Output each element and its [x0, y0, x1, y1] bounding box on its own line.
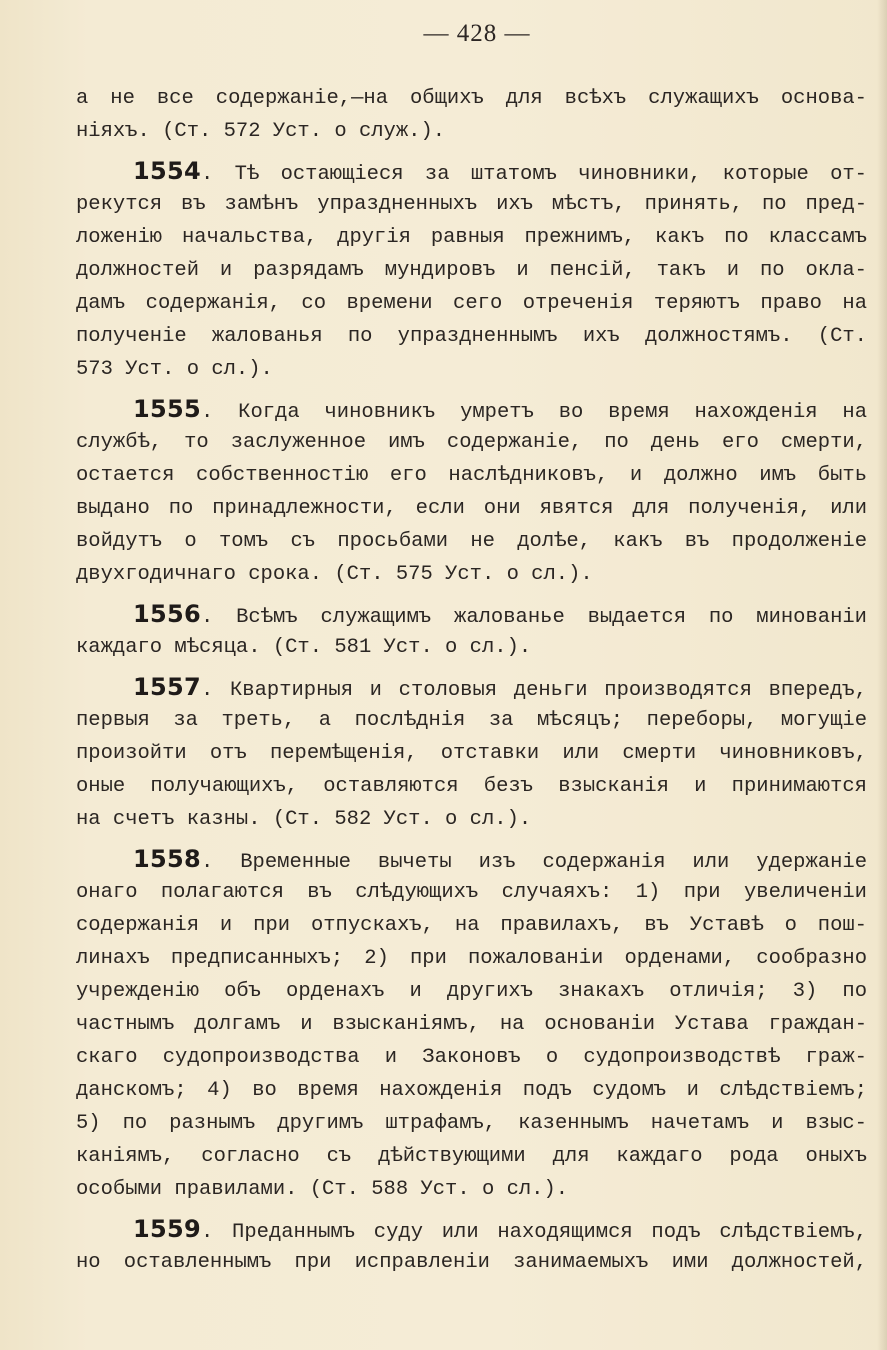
text-line — [76, 155, 867, 188]
text-line: полученіе жалованья по упраздненнымъ ихъ должностямъ. (Ст. — [76, 325, 867, 348]
article-1554 — [76, 155, 867, 386]
page-number: — 428 — — [423, 20, 531, 47]
text-span: . Квартирныя и столовыя деньги производятся впередъ, — [201, 679, 867, 702]
text-line — [76, 598, 867, 631]
text-line: выдано по принадлежности, если они явятся для полученія, или — [76, 497, 867, 520]
article-number: 1554 — [133, 157, 201, 185]
text-line: войдутъ о томъ съ просьбами не долѣе, какъ въ продолженіе — [76, 530, 867, 553]
text-line: каждаго мѣсяца. (Ст. 581 Уст. о сл.). — [76, 636, 532, 659]
article-1556 — [76, 598, 867, 664]
article-1557 — [76, 671, 867, 836]
text-line: особыми правилами. (Ст. 588 Уст. о сл.). — [76, 1178, 569, 1201]
text-line: онаго полагаются въ слѣдующихъ случаяхъ: 1) при увеличеніи — [76, 881, 867, 904]
article-1558 — [76, 843, 867, 1206]
text-line — [76, 393, 867, 426]
paragraph-continuation — [76, 82, 867, 148]
article-number: 1555 — [133, 395, 201, 423]
text-line: должностей и разрядамъ мундировъ и пенсій, такъ и по окла- — [76, 259, 867, 282]
text-span: . Преданнымъ суду или находящимся подъ слѣдствіемъ, — [201, 1221, 867, 1244]
article-1559 — [76, 1213, 867, 1279]
text-line: оные получающихъ, оставляются безъ взысканія и принимаются — [76, 775, 867, 798]
text-line: дамъ содержанія, со времени сего отреченія теряютъ право на — [76, 292, 867, 315]
text-line: 5) по разнымъ другимъ штрафамъ, казеннымъ начетамъ и взыс- — [76, 1112, 867, 1135]
text-line — [76, 671, 867, 704]
text-line: линахъ предписанныхъ; 2) при пожалованіи орденами, сообразно — [76, 947, 867, 970]
text-line: ложенію начальства, другія равныя прежнимъ, какъ по классамъ — [76, 226, 867, 249]
text-line: ніяхъ. (Ст. 572 Уст. о служ.). — [76, 120, 446, 143]
text-line: двухгодичнаго срока. (Ст. 575 Уст. о сл.). — [76, 563, 593, 586]
text-line: рекутся въ замѣнъ упраздненныхъ ихъ мѣстъ, принять, по пред- — [76, 193, 867, 216]
text-line: произойти отъ перемѣщенія, отставки или смерти чиновниковъ, — [76, 742, 867, 765]
text-span: . Всѣмъ служащимъ жалованье выдается по минованіи — [201, 606, 867, 629]
text-line: каніямъ, согласно съ дѣйствующими для каждаго рода оныхъ — [76, 1145, 867, 1168]
text-line: частнымъ долгамъ и взысканіямъ, на основаніи Устава граждан- — [76, 1013, 867, 1036]
text-span: . Временные вычеты изъ содержанія или удержаніе — [201, 851, 867, 874]
article-number: 1558 — [133, 845, 201, 873]
text-line: службѣ, то заслуженное имъ содержаніе, по день его смерти, — [76, 431, 867, 454]
text-line: остается собственностію его наслѣдниковъ, и должно имъ быть — [76, 464, 867, 487]
text-line: а не все содержаніе,—на общихъ для всѣхъ служащихъ основа- — [76, 87, 867, 110]
text-span: . Тѣ остающіеся за штатомъ чиновники, которые от- — [201, 163, 867, 186]
text-line — [76, 843, 867, 876]
article-1555 — [76, 393, 867, 591]
article-number: 1559 — [133, 1215, 201, 1243]
text-line: на счетъ казны. (Ст. 582 Уст. о сл.). — [76, 808, 532, 831]
text-line: учрежденію объ орденахъ и другихъ знакахъ отличія; 3) по — [76, 980, 867, 1003]
text-line: 573 Уст. о сл.). — [76, 358, 273, 381]
text-line: первыя за треть, а послѣднія за мѣсяцъ; переборы, могущіе — [76, 709, 867, 732]
article-number: 1557 — [133, 673, 201, 701]
text-line — [76, 1213, 867, 1246]
page-edge-shadow — [877, 0, 887, 1350]
article-number: 1556 — [133, 600, 201, 628]
text-line: данскомъ; 4) во время нахожденія подъ судомъ и слѣдствіемъ; — [76, 1079, 867, 1102]
text-line: но оставленнымъ при исправленіи занимаемыхъ ими должностей, — [76, 1251, 867, 1274]
text-line: скаго судопроизводства и Законовъ о судопроизводствѣ граж- — [76, 1046, 867, 1069]
text-line: содержанія и при отпускахъ, на правилахъ, въ Уставѣ о пош- — [76, 914, 867, 937]
body-text — [76, 82, 867, 1279]
text-span: . Когда чиновникъ умретъ во время нахожденія на — [201, 401, 867, 424]
